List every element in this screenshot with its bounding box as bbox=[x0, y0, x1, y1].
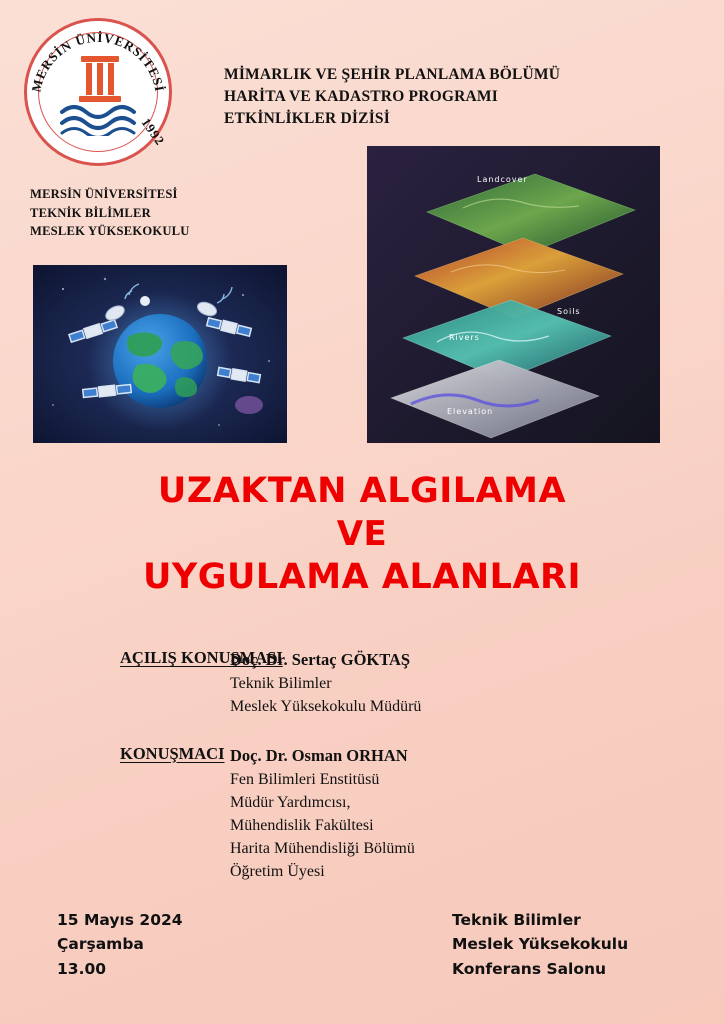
event-time: 13.00 bbox=[57, 959, 107, 978]
layer-label-landcover: Landcover bbox=[477, 175, 528, 184]
speaker-detail: Teknik Bilimler bbox=[230, 674, 332, 692]
speaker-name-main: Doç. Dr. Osman ORHAN bbox=[230, 745, 408, 765]
venue-line-3: Konferans Salonu bbox=[452, 959, 607, 978]
satellite-earth-image bbox=[33, 265, 287, 443]
title-line-3: UYGULAMA ALANLARI bbox=[142, 556, 582, 597]
event-datetime bbox=[57, 908, 183, 981]
waves-icon bbox=[60, 102, 140, 136]
header-line-3: ETKİNLİKLER DİZİSİ bbox=[224, 110, 390, 127]
speaker-detail: Mühendislik Fakültesi bbox=[230, 816, 374, 834]
speaker-detail: Fen Bilimleri Enstitüsü bbox=[230, 770, 380, 788]
title-line-1: UZAKTAN ALGILAMA bbox=[157, 471, 567, 511]
speaker-detail: Meslek Yüksekokulu Müdürü bbox=[230, 697, 422, 715]
event-day: Çarşamba bbox=[57, 935, 144, 954]
program-row bbox=[0, 744, 724, 883]
column-icon bbox=[77, 54, 123, 106]
program-label-speaker: KONUŞMACI bbox=[120, 743, 225, 763]
logo-year: 1992 bbox=[138, 115, 169, 149]
event-venue bbox=[452, 908, 628, 981]
venue-line-1: Teknik Bilimler bbox=[452, 911, 581, 929]
university-block bbox=[30, 185, 190, 241]
speaker-detail: Müdür Yardımcısı, bbox=[230, 793, 351, 811]
terrain-layers-image bbox=[367, 146, 660, 443]
program-content-speaker bbox=[230, 744, 415, 883]
university-logo bbox=[24, 18, 176, 170]
university-line-1: MERSİN ÜNİVERSİTESİ bbox=[30, 187, 178, 201]
university-line-2: TEKNİK BİLİMLER bbox=[30, 205, 151, 220]
speaker-name-opening: Doç. Dr. Sertaç GÖKTAŞ bbox=[230, 650, 411, 669]
university-line-3: MESLEK YÜKSEKOKULU bbox=[30, 224, 190, 239]
logo-arc-label: MERSİN ÜNİVERSİTESİ bbox=[28, 29, 168, 94]
layer-label-soils: Soils bbox=[557, 307, 581, 316]
header-line-2: HARİTA VE KADASTRO PROGRAMI bbox=[224, 88, 498, 105]
title-line-2: VE bbox=[336, 514, 388, 555]
program-row bbox=[0, 648, 724, 718]
poster-title bbox=[0, 470, 724, 599]
program-content-opening bbox=[230, 648, 421, 718]
program-label-opening: AÇILIŞ KONUŞMASI bbox=[120, 648, 283, 667]
event-date: 15 Mayıs 2024 bbox=[57, 911, 183, 929]
venue-line-2: Meslek Yüksekokulu bbox=[452, 935, 629, 954]
header-line-1: MİMARLIK VE ŞEHİR PLANLAMA BÖLÜMÜ bbox=[224, 66, 561, 83]
layer-label-rivers: Rivers bbox=[449, 333, 480, 342]
satellite-earth-illustration-icon bbox=[33, 265, 287, 443]
department-header bbox=[224, 64, 560, 130]
speaker-detail: Harita Mühendisliği Bölümü bbox=[230, 839, 415, 857]
speaker-detail: Öğretim Üyesi bbox=[230, 862, 325, 880]
layer-label-elevation: Elevation bbox=[447, 407, 494, 416]
gis-layers-illustration-icon bbox=[367, 146, 660, 443]
program-section bbox=[0, 648, 724, 909]
